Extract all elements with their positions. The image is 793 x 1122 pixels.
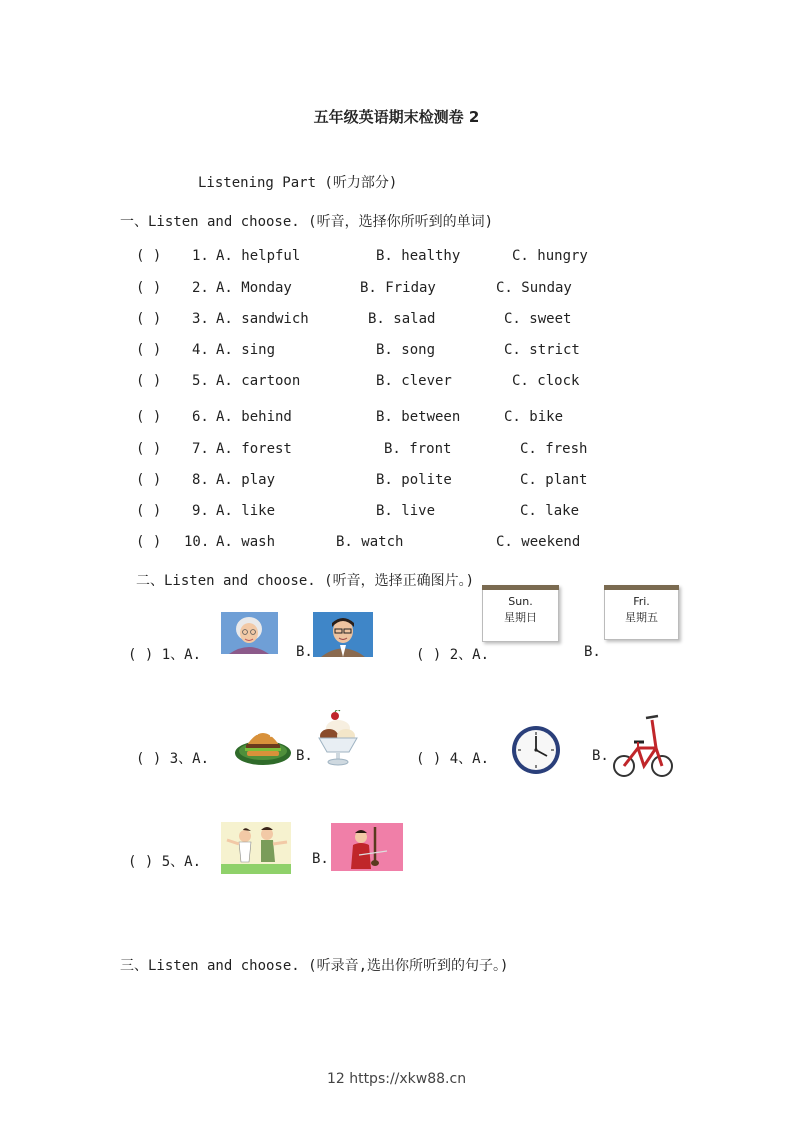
pic-question-3-b-label: B. [296, 748, 313, 764]
option-c: C. fresh [520, 441, 588, 457]
question-number: 1. [192, 248, 209, 264]
question-number: 3. [192, 311, 209, 327]
calendar-sunday-en: Sun. [508, 595, 533, 608]
option-a: A. wash [216, 534, 276, 550]
option-b: B. song [376, 342, 436, 358]
option-c: C. hungry [512, 248, 588, 264]
pic-question-2-b-label: B. [584, 644, 601, 660]
option-b: B. healthy [376, 248, 461, 264]
calendar-friday-cn: 星期五 [625, 611, 658, 624]
calendar-friday-en: Fri. [633, 595, 650, 608]
option-b: B. clever [376, 373, 452, 389]
page-title: 五年级英语期末检测卷 2 [313, 108, 480, 126]
option-b: B. watch [336, 534, 404, 550]
clock-picture[interactable] [510, 722, 562, 778]
option-b: B. Friday [360, 280, 436, 296]
pic-question-5-b-label: B. [312, 851, 329, 867]
friday-calendar-picture[interactable] [604, 585, 679, 640]
ice-cream-sundae-picture[interactable] [313, 710, 363, 768]
answer-bracket[interactable]: ( ) [136, 280, 162, 296]
option-a: A. behind [216, 409, 292, 425]
section2-heading: 二、Listen and choose. (听音，选择正确图片。) [136, 573, 475, 589]
option-b: B. salad [368, 311, 436, 327]
question-number: 8. [192, 472, 209, 488]
question-number: 9. [192, 503, 209, 519]
erhu-picture[interactable] [331, 823, 403, 871]
pic-question-1-label: ( ) 1、A. [128, 647, 202, 663]
option-c: C. plant [520, 472, 588, 488]
section3-heading: 三、Listen and choose. (听录音,选出你所听到的句子。) [120, 958, 509, 974]
bicycle-picture[interactable] [610, 712, 676, 780]
pic-question-2-label: ( ) 2、A. [416, 647, 490, 663]
section1-heading: 一、Listen and choose. (听音，选择你所听到的单词) [120, 214, 494, 230]
grandmother-picture[interactable] [221, 612, 278, 654]
pic-question-4-b-label: B. [592, 748, 609, 764]
option-c: C. sweet [504, 311, 572, 327]
option-a: A. sing [216, 342, 276, 358]
option-c: C. lake [520, 503, 580, 519]
page-subtitle: Listening Part (听力部分) [198, 175, 398, 191]
option-a: A. cartoon [216, 373, 301, 389]
question-number: 2. [192, 280, 209, 296]
pic-question-5-label: ( ) 5、A. [128, 854, 202, 870]
sunday-calendar-picture[interactable] [482, 585, 559, 642]
question-number: 4. [192, 342, 209, 358]
pic-question-3-label: ( ) 3、A. [136, 751, 210, 767]
question-number: 6. [192, 409, 209, 425]
option-a: A. like [216, 503, 276, 519]
question-number: 5. [192, 373, 209, 389]
question-number: 7. [192, 441, 209, 457]
answer-bracket[interactable]: ( ) [136, 472, 162, 488]
option-c: C. weekend [496, 534, 581, 550]
option-b: B. front [384, 441, 452, 457]
option-a: A. Monday [216, 280, 292, 296]
answer-bracket[interactable]: ( ) [136, 441, 162, 457]
young-man-picture[interactable] [313, 612, 373, 657]
answer-bracket[interactable]: ( ) [136, 409, 162, 425]
option-b: B. polite [376, 472, 452, 488]
option-a: A. sandwich [216, 311, 309, 327]
option-c: C. Sunday [496, 280, 572, 296]
answer-bracket[interactable]: ( ) [136, 342, 162, 358]
option-b: B. live [376, 503, 436, 519]
pic-question-4-label: ( ) 4、A. [416, 751, 490, 767]
answer-bracket[interactable]: ( ) [136, 311, 162, 327]
answer-bracket[interactable]: ( ) [136, 534, 162, 550]
answer-bracket[interactable]: ( ) [136, 503, 162, 519]
option-c: C. bike [504, 409, 564, 425]
kung-fu-picture[interactable] [221, 822, 291, 874]
option-a: A. forest [216, 441, 292, 457]
option-b: B. between [376, 409, 461, 425]
answer-bracket[interactable]: ( ) [136, 373, 162, 389]
option-c: C. clock [512, 373, 580, 389]
option-a: A. play [216, 472, 276, 488]
page-footer: 12 https://xkw88.cn [326, 1071, 467, 1087]
pic-question-1-b-label: B. [296, 644, 313, 660]
option-c: C. strict [504, 342, 580, 358]
hamburger-picture[interactable] [233, 719, 293, 767]
question-number: 10. [184, 534, 210, 550]
option-a: A. helpful [216, 248, 301, 264]
calendar-sunday-cn: 星期日 [504, 611, 537, 624]
answer-bracket[interactable]: ( ) [136, 248, 162, 264]
